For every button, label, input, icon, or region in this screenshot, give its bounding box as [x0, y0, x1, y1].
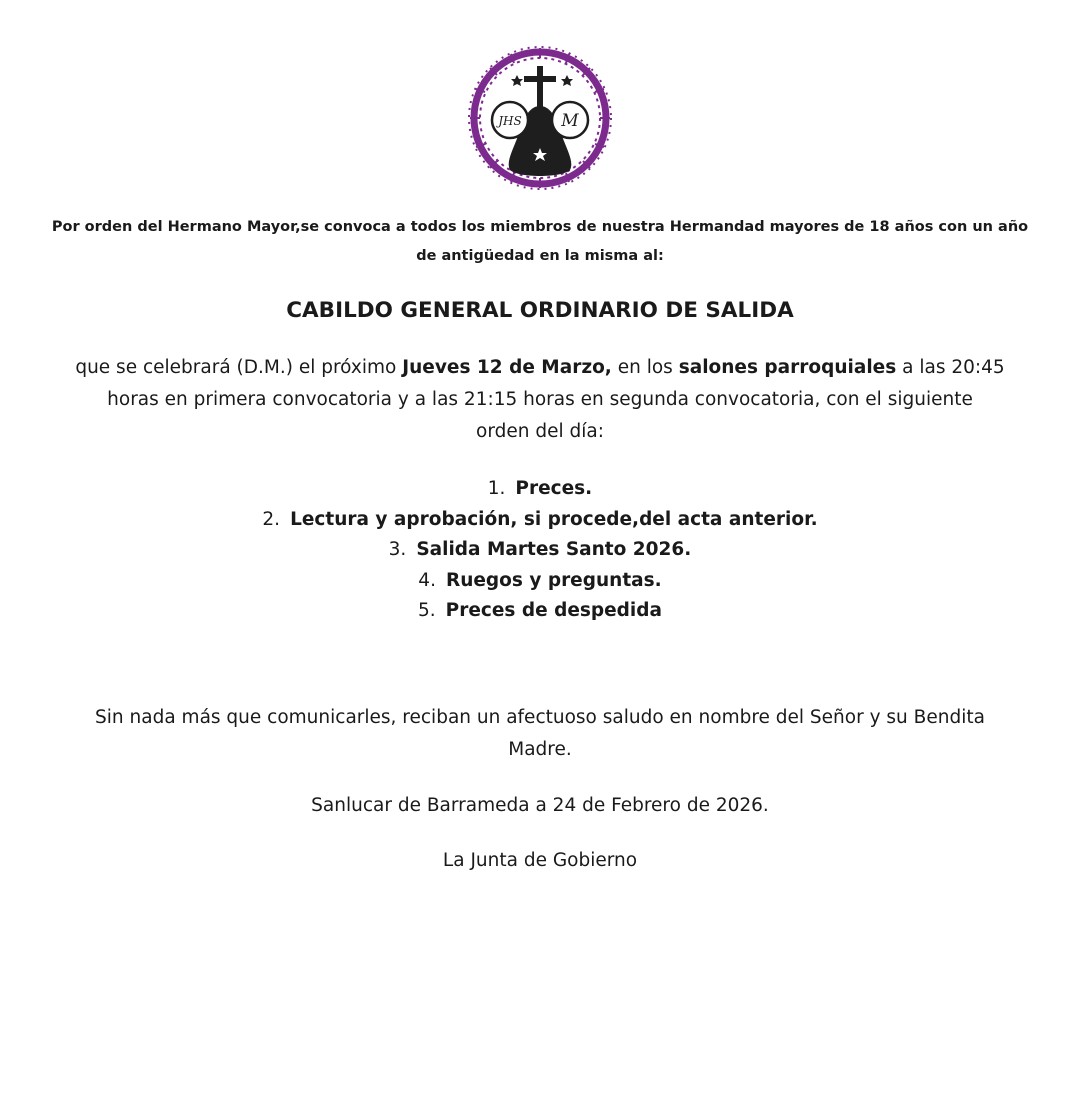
- jhs-monogram: JHS: [498, 114, 522, 128]
- body-text-part-1: que se celebrará (D.M.) el próximo: [75, 357, 403, 378]
- agenda-item-text: Salida Martes Santo 2026.: [416, 539, 692, 560]
- meeting-date: Jueves 12 de Marzo,: [402, 357, 612, 378]
- agenda-item-text: Preces de despedida: [445, 600, 662, 621]
- agenda-item-text: Preces.: [515, 478, 593, 499]
- agenda-item-number: 4.: [418, 569, 436, 591]
- convocation-intro: [30, 213, 1050, 271]
- closing-greeting: [30, 702, 1050, 766]
- agenda-item: [0, 474, 1080, 505]
- agenda-item-number: 1.: [487, 478, 506, 499]
- meeting-details-line-2: horas en primera convocatoria y a las 21:15 horas en segunda convocatoria, con el siguiente: [107, 389, 973, 410]
- intro-line-1: Por orden del Hermano Mayor,se convoca a todos los miembros de nuestra Hermandad mayores de 18 años con un año: [51, 219, 1029, 235]
- intro-line-2: de antigüedad en la misma al:: [416, 248, 664, 264]
- meeting-details-line-3: orden del día:: [476, 421, 604, 442]
- body-text-part-2: en los: [611, 357, 679, 378]
- agenda-item-number: 3.: [388, 539, 407, 560]
- meeting-details-line-1: [30, 352, 1050, 384]
- closing-line-2: Madre.: [508, 739, 572, 760]
- agenda-item: [0, 535, 1080, 566]
- brotherhood-crest-icon: [466, 44, 614, 192]
- agenda-item-number: 2.: [262, 508, 281, 530]
- agenda-list: [0, 474, 1080, 627]
- agenda-item-text: Ruegos y preguntas.: [445, 569, 662, 591]
- marian-monogram: M: [561, 111, 579, 131]
- closing-line-1: Sin nada más que comunicarles, reciban un afectuoso saludo en nombre del Señor y su Bendita: [95, 707, 985, 728]
- page-title: CABILDO GENERAL ORDINARIO DE SALIDA: [286, 298, 794, 323]
- agenda-item-text: Lectura y aprobación, si procede,del acta anterior.: [290, 508, 818, 530]
- agenda-item-number: 5.: [418, 600, 436, 621]
- body-text-part-3: a las 20:45: [896, 357, 1005, 378]
- signature: La Junta de Gobierno: [442, 850, 638, 871]
- meeting-place: salones parroquiales: [678, 357, 897, 378]
- meeting-details: [30, 352, 1050, 448]
- place-and-date: Sanlucar de Barrameda a 24 de Febrero de 2026.: [311, 795, 769, 816]
- agenda-item: [0, 596, 1080, 627]
- agenda-item: [0, 566, 1080, 597]
- agenda-item: [0, 505, 1080, 536]
